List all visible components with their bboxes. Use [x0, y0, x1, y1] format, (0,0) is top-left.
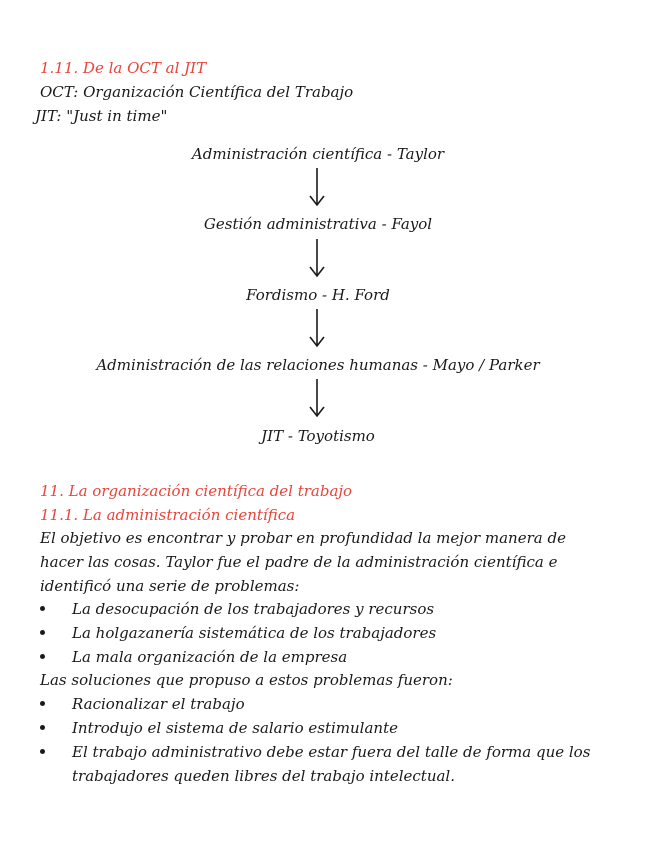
list-item: El trabajo administrativo debe estar fuera del talle de forma que los: [72, 743, 591, 761]
paragraph-line: hacer las cosas. Taylor fue el padre de la administración científica e: [40, 553, 558, 571]
section-heading: 11. La organización científica del trabajo: [40, 482, 353, 500]
list-item: La holgazanería sistemática de los trabajadores: [72, 624, 437, 642]
paragraph-line: El objetivo es encontrar y probar en profundidad la mejor manera de: [40, 529, 566, 547]
bullet-icon: [40, 725, 45, 730]
bullet-icon: [40, 606, 45, 611]
flow-step-taylor: Administración científica - Taylor: [191, 145, 445, 163]
flow-step-fayol: Gestión administrativa - Fayol: [203, 215, 433, 233]
list-item: La desocupación de los trabajadores y recursos: [72, 600, 435, 618]
flow-step-human-relations: Administración de las relaciones humanas - Mayo / Parker: [96, 356, 540, 374]
bullet-icon: [40, 654, 45, 659]
list-item: La mala organización de la empresa: [72, 648, 348, 666]
down-arrow-icon: [307, 166, 327, 208]
jit-definition: JIT: "Just in time": [35, 107, 168, 125]
oct-definition: OCT: Organización Científica del Trabajo: [40, 83, 354, 101]
down-arrow-icon: [307, 377, 327, 419]
list-item: Introdujo el sistema de salario estimulante: [72, 719, 398, 737]
subsection-heading: 11.1. La administración científica: [40, 506, 296, 524]
list-item: Racionalizar el trabajo: [72, 695, 245, 713]
flow-step-jit: JIT - Toyotismo: [261, 427, 375, 445]
section-heading: 1.11. De la OCT al JIT: [40, 59, 207, 77]
bullet-icon: [40, 701, 45, 706]
down-arrow-icon: [307, 307, 327, 349]
list-item-continuation: trabajadores queden libres del trabajo intelectual.: [72, 767, 455, 785]
solutions-intro: Las soluciones que propuso a estos problemas fueron:: [40, 671, 453, 689]
down-arrow-icon: [307, 237, 327, 279]
bullet-icon: [40, 630, 45, 635]
paragraph-line: identificó una serie de problemas:: [40, 577, 300, 595]
bullet-icon: [40, 749, 45, 754]
flow-step-ford: Fordismo - H. Ford: [246, 286, 390, 304]
